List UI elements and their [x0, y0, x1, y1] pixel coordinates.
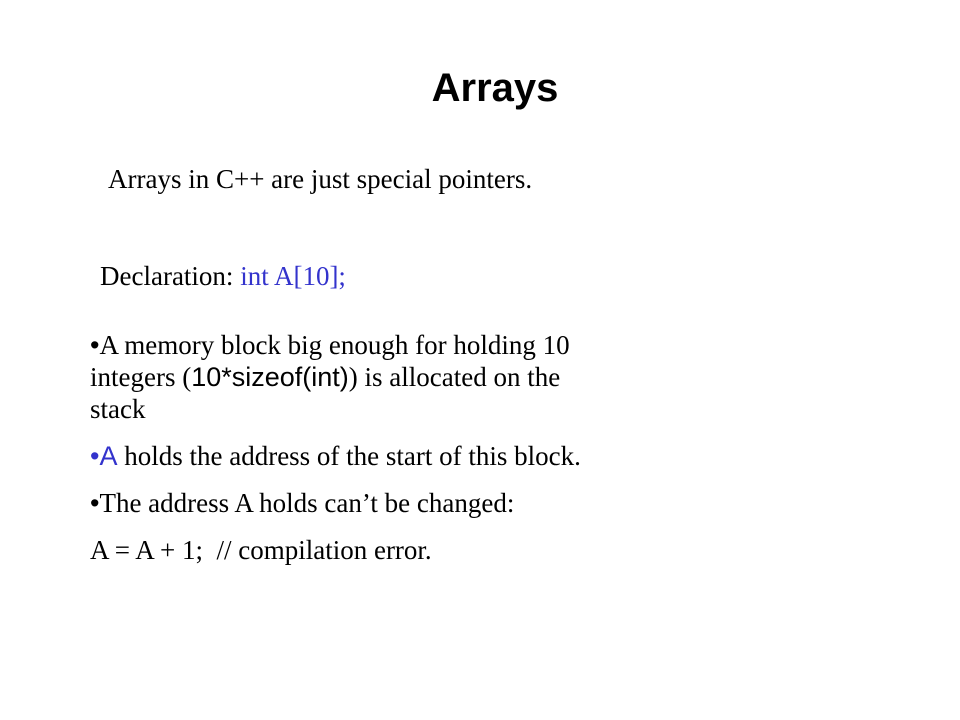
array-name-code: A — [99, 441, 118, 471]
declaration-code: int A[10]; — [240, 261, 346, 291]
code-example: A = A + 1; // compilation error. — [90, 535, 432, 565]
bullet-text: The address A holds can’t be changed: — [99, 488, 515, 518]
bullet-address-start — [90, 440, 610, 472]
declaration-label: Declaration: — [100, 261, 241, 291]
bullet-marker: • — [90, 330, 100, 360]
bullet-marker: • — [90, 441, 100, 471]
bullet-address-fixed — [90, 487, 610, 519]
bullet-text-after: holds the address of the start of this block. — [117, 441, 581, 471]
bullet-text-after: ) is allocated on the stack — [90, 362, 561, 424]
intro-text: Arrays in C++ are just special pointers. — [108, 164, 533, 194]
sizeof-expression: 10*sizeof(int) — [191, 362, 349, 392]
bullet-marker: • — [90, 488, 100, 518]
bullet-memory-block — [90, 329, 610, 425]
slide-title: Arrays — [431, 66, 559, 110]
declaration-line — [100, 259, 346, 293]
bullet-text-before: A memory block big enough for holding 10 integers ( — [90, 330, 570, 392]
bullet-list — [90, 329, 610, 566]
